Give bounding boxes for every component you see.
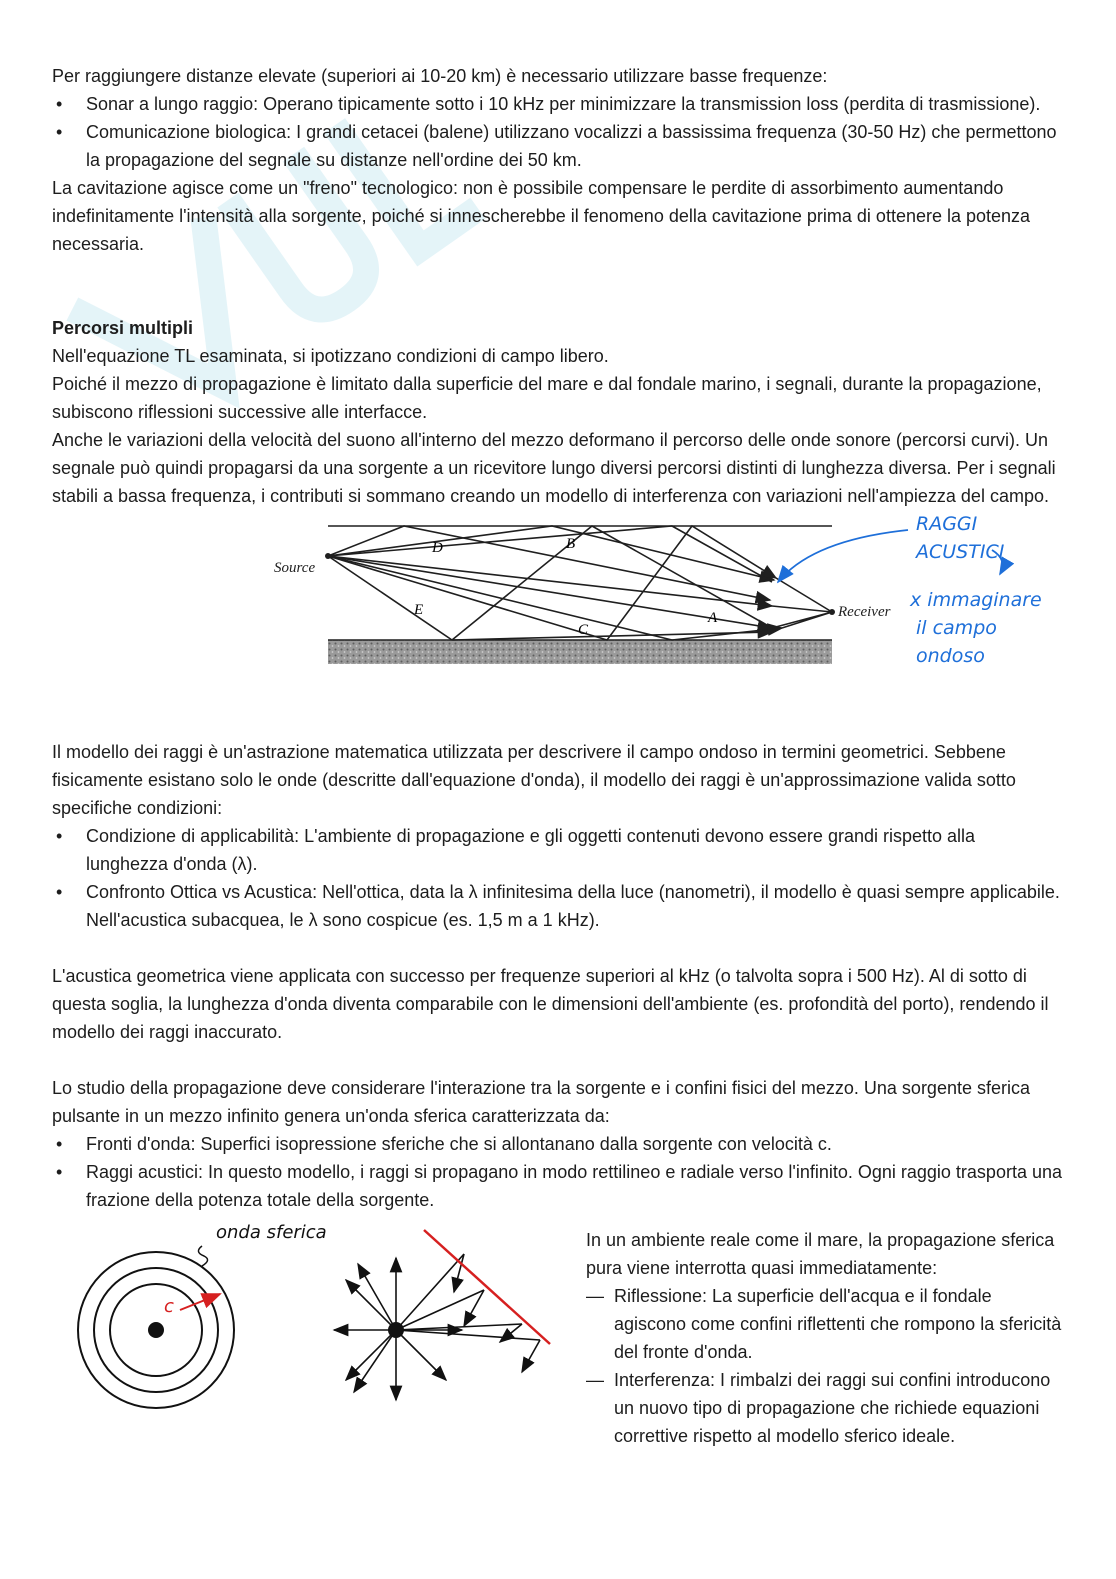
list-item: • Condizione di applicabilità: L'ambiente di propagazione e gli oggetti contenuti devono essere grandi rispetto alla lunghezza d'onda (λ). <box>52 822 1062 878</box>
paragraph: Nell'equazione TL esaminata, si ipotizzano condizioni di campo libero. <box>52 346 609 366</box>
list-item: • Confronto Ottica vs Acustica: Nell'ottica, data la λ infinitesima della luce (nanometri), il modello è quasi sempre applicabile. Nell'acustica subacquea, le λ sono cospicue (es. 1,5 m a 1 kHz). <box>52 878 1062 934</box>
source-dot-2 <box>388 1322 404 1338</box>
intro-lead: Per raggiungere distanze elevate (superiori ai 10-20 km) è necessario utilizzare basse frequenze: <box>52 66 828 86</box>
note-line: il campo <box>916 617 997 639</box>
multipath-figure <box>52 510 1062 720</box>
section-heading: Percorsi multipli <box>52 318 194 338</box>
multipath-diagram <box>52 510 1062 720</box>
wave-bullet-list <box>52 1130 1062 1214</box>
real-environment-list <box>586 1282 1066 1450</box>
source-label: Source <box>274 560 316 576</box>
note-arrow <box>778 530 908 582</box>
list-item: — Riflessione: La superficie dell'acqua e il fondale agiscono come confini riflettenti che rompono la sfericità del fronte d'onda. <box>586 1282 1066 1366</box>
paragraph: Anche le variazioni della velocità del suono all'interno del mezzo deformano il percorso delle onde sonore (percorsi curvi). Un segnale può quindi propagarsi da una sorgente a un ricevitore lungo diversi percorsi distinti di lunghezza diversa. Per i segnali stabili a bassa frequenza, i contributi si sommano creando un modello di interferenza con variazioni nell'ampiezza del campo. <box>52 430 1056 506</box>
paragraph: Il modello dei raggi è un'astrazione matematica utilizzata per descrivere il campo ondoso in termini geometrici. Sebbene fisicamente esistano solo le onde (descritte dall'equazione d'onda), il modello dei raggi è un'approssimazione valida sotto specifiche condizioni: <box>52 742 1016 818</box>
path-label-b: B <box>566 536 576 552</box>
spherical-wave-section <box>52 1214 1062 1514</box>
list-item: • Comunicazione biologica: I grandi cetacei (balene) utilizzano vocalizzi a bassissima frequenza (30-50 Hz) che permettono la propagazione del segnale su distanze nell'ordine dei 50 km. <box>52 118 1062 174</box>
list-item: • Sonar a lungo raggio: Operano tipicamente sotto i 10 kHz per minimizzare la transmission loss (perdita di trasmissione). <box>52 90 1062 118</box>
real-environment-text <box>586 1226 1066 1450</box>
rays-bullet-list <box>52 822 1062 934</box>
note-line: x immaginare <box>910 589 1042 611</box>
receiver-label: Receiver <box>838 604 891 620</box>
note-line: ACUSTICI <box>916 541 1005 563</box>
paragraph: Poiché il mezzo di propagazione è limitato dalla superficie del mare e dal fondale marino, i segnali, durante la propagazione, subiscono riflessioni successive alle interfacce. <box>52 374 1042 422</box>
page-content <box>52 62 1062 1514</box>
spherical-wave-figure <box>52 1214 572 1514</box>
intro-bullet-list <box>52 90 1062 174</box>
note-line: ondoso <box>916 645 985 667</box>
paragraph: Lo studio della propagazione deve considerare l'interazione tra la sorgente e i confini fisici del mezzo. Una sorgente sferica pulsante in un mezzo infinito genera un'onda sferica caratterizzata da: <box>52 1078 1030 1126</box>
path-label-d: D <box>432 540 443 556</box>
reflecting-boundary <box>424 1230 550 1344</box>
path-label-c: C <box>578 622 589 638</box>
source-dot <box>148 1322 164 1338</box>
c-label: c <box>164 1296 174 1317</box>
paragraph: In un ambiente reale come il mare, la propagazione sferica pura viene interrotta quasi immediatamente: <box>586 1230 1055 1278</box>
list-item: • Raggi acustici: In questo modello, i raggi si propagano in modo rettilineo e radiale verso l'infinito. Ogni raggio trasporta una frazione della potenza totale della sorgente. <box>52 1158 1062 1214</box>
cavitation-paragraph: La cavitazione agisce come un "freno" tecnologico: non è possibile compensare le perdite di assorbimento aumentando indefinitamente l'intensità alla sorgente, poiché si innescherebbe il fenomeno della cavitazione prima di ottenere la potenza necessaria. <box>52 178 1031 254</box>
hand-label: onda sferica <box>216 1222 327 1243</box>
paragraph: L'acustica geometrica viene applicata con successo per frequenze superiori al kHz (o talvolta sopra i 500 Hz). Al di sotto di questa soglia, la lunghezza d'onda diventa comparabile con le dimensioni dell'ambiente (es. profondità del porto), rendendo il modello dei raggi inaccurato. <box>52 966 1049 1042</box>
radial-rays <box>334 1254 540 1400</box>
path-label-a: A <box>708 610 718 626</box>
path-label-e: E <box>414 602 424 618</box>
list-item: — Interferenza: I rimbalzi dei raggi sui confini introducono un nuovo tipo di propagazione che richiede equazioni correttive rispetto al modello sferico ideale. <box>586 1366 1066 1450</box>
note-line: RAGGI <box>916 513 978 535</box>
list-item: • Fronti d'onda: Superfici isopressione sferiche che si allontanano dalla sorgente con velocità c. <box>52 1130 1062 1158</box>
seabed <box>328 640 832 664</box>
